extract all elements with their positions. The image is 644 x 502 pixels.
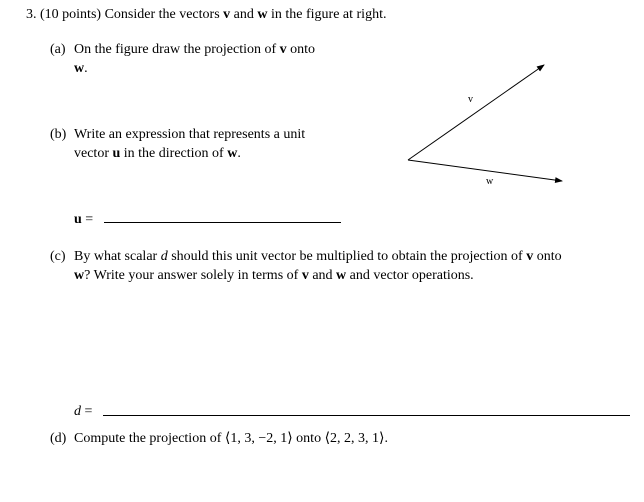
part-d-text: Compute the projection of ⟨1, 3, −2, 1⟩ onto ⟨2, 2, 3, 1⟩.	[74, 431, 388, 446]
part-a-line2: w.	[74, 61, 88, 76]
vector-w-arrow	[408, 160, 562, 181]
problem-number: 3.	[26, 7, 37, 22]
vector-v-arrow	[408, 65, 544, 160]
part-c-line1: By what scalar d should this unit vector be multiplied to obtain the projection of v onto	[74, 249, 562, 264]
part-c-answer-label: d =	[74, 404, 93, 419]
part-b-line2: vector u in the direction of w.	[74, 146, 241, 161]
problem-intro: Consider the vectors v and w in the figure at right.	[104, 7, 387, 22]
part-c-answer-line[interactable]	[103, 415, 630, 416]
part-c-label: (c)	[50, 249, 66, 264]
part-b-line1: Write an expression that represents a unit	[74, 127, 306, 142]
part-a-label: (a)	[50, 42, 66, 57]
vector-w-label: w	[486, 176, 494, 187]
part-d-label: (d)	[50, 431, 67, 446]
part-b-label: (b)	[50, 127, 67, 142]
part-b-answer-line[interactable]	[104, 222, 341, 223]
part-c-line2: w? Write your answer solely in terms of v and w and vector operations.	[74, 268, 474, 283]
part-b-answer-label: u =	[74, 212, 94, 227]
problem-points: (10 points)	[40, 7, 102, 22]
vector-v-label: v	[468, 94, 473, 105]
part-a-line1: On the figure draw the projection of v onto	[74, 42, 316, 57]
